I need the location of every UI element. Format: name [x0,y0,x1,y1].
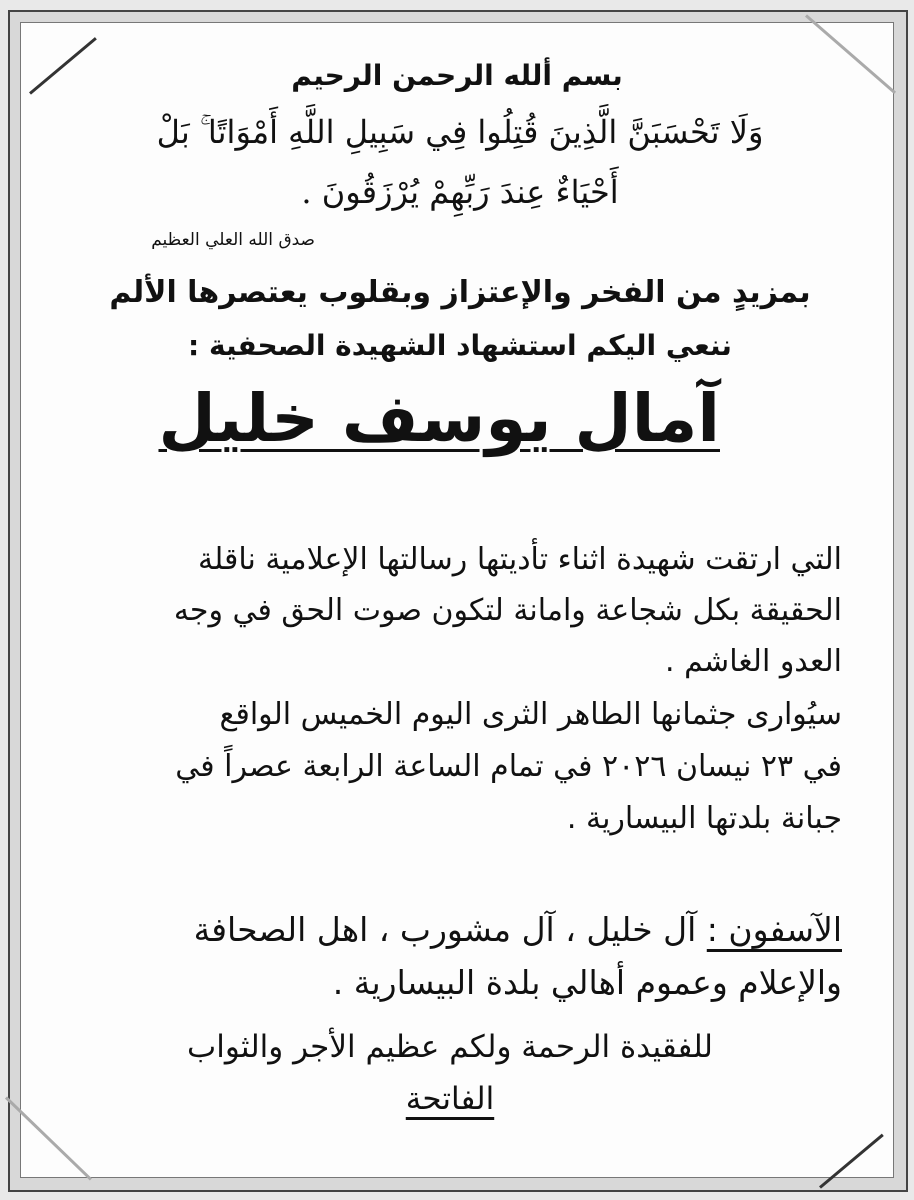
closing-fatiha: الفاتحة [405,1081,495,1117]
body-line-4: سيُوارى جثمانها الطاهر الثرى اليوم الخميس الواقع [219,697,842,732]
verse-line-2: أَحْيَاءٌ عِندَ رَبِّهِمْ يُرْزَقُونَ . [301,173,619,211]
intro-line-2: ننعي اليكم استشهاد الشهيدة الصحفية : [188,329,732,362]
body-line-5: في ٢٣ نيسان ٢٠٢٦ في تمام الساعة الرابعة عصراً في [175,749,842,784]
basmala: بسم ألله الرحمن الرحيم [291,59,623,92]
verse-line-1: وَلَا تَحْسَبَنَّ الَّذِينَ قُتِلُوا فِي سَبِيلِ اللَّهِ أَمْوَاتًا ۚ بَلْ [156,113,764,151]
mourners-families: آل خليل ، آل مشورب ، اهل الصحافة [193,910,707,949]
mourners-line-1 [90,910,842,949]
closing-condolence: للفقيدة الرحمة ولكم عظيم الأجر والثواب [187,1029,713,1065]
intro-line-1: بمزيدٍ من الفخر والإعتزاز وبقلوب يعتصرها الألم [109,275,811,310]
sadaqa-text: صدق الله العلي العظيم [151,230,315,250]
body-line-2: الحقيقة بكل شجاعة وامانة لتكون صوت الحق في وجه [173,593,842,628]
body-line-3: العدو الغاشم . [665,644,842,679]
martyr-name: آمال يوسف خليل [158,380,720,457]
body-line-1: التي ارتقت شهيدة اثناء تأديتها رسالتها الإعلامية ناقلة [197,542,842,577]
mourners-line-2: والإعلام وعموم أهالي بلدة البيسارية . [332,963,842,1002]
body-line-6: جبانة بلدتها البيسارية . [566,801,842,836]
mourners-label: الآسفون : [706,910,842,949]
